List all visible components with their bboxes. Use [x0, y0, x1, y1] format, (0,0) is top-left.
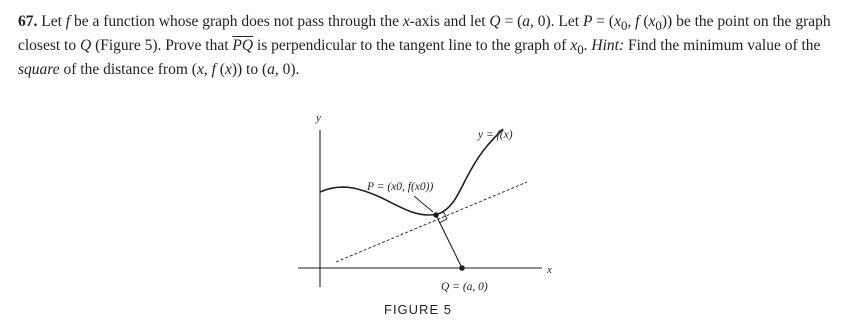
- text-part: Find the minimum value of the: [624, 37, 821, 55]
- math-f: f: [211, 61, 216, 79]
- point-P-label: P = (x0, f(x0)): [367, 181, 434, 193]
- math-x: x: [614, 13, 621, 30]
- math-x: x: [570, 37, 578, 55]
- text-part: (: [639, 13, 649, 30]
- text-part: = (: [592, 13, 615, 30]
- problem-number: 67.: [18, 13, 38, 30]
- text-part: (: [215, 61, 225, 79]
- text-part: .: [583, 37, 592, 55]
- text-part: , 0).: [274, 61, 300, 79]
- text-part: (Figure 5). Prove that: [91, 37, 233, 55]
- math-subscript: 0: [655, 18, 662, 34]
- text-part: ,: [627, 13, 636, 30]
- math-x: x: [224, 61, 232, 79]
- math-P: P: [582, 13, 593, 30]
- text-part: Let: [37, 13, 66, 30]
- math-subscript: 0: [620, 18, 628, 34]
- math-f: f: [635, 13, 640, 30]
- text-part: ,: [203, 61, 212, 79]
- math-x: x: [196, 61, 204, 79]
- curve-label: y = f(x): [478, 129, 513, 141]
- math-a: a: [267, 61, 275, 79]
- text-part: is perpendicular to the tangent line to the graph of: [253, 37, 571, 55]
- math-x: x: [402, 13, 410, 30]
- hint-label: Hint:: [591, 37, 625, 55]
- math-a: a: [522, 13, 530, 30]
- text-part: -axis and let: [409, 13, 490, 30]
- text-part: = (: [500, 13, 523, 30]
- text-part: )) be the point on the graph closest to: [18, 13, 831, 55]
- tangent-line: [336, 182, 527, 262]
- point-P: [433, 212, 439, 218]
- point-Q-label: Q = (a, 0): [441, 281, 488, 293]
- figure-caption: FIGURE 5: [384, 302, 452, 317]
- math-Q: Q: [489, 13, 501, 30]
- text-part: of the distance from (: [59, 61, 197, 79]
- point-P-leader: [414, 196, 433, 212]
- text-part: be a function whose graph does not pass through the: [70, 13, 403, 30]
- text-part: )) to (: [231, 61, 268, 79]
- curve-f: [320, 129, 503, 215]
- x-axis-label: x: [547, 264, 552, 276]
- math-Q: Q: [80, 37, 92, 55]
- emphasis-square: square: [18, 61, 60, 79]
- math-x: x: [648, 13, 656, 30]
- point-Q: [459, 265, 465, 271]
- math-PQ-segment: $\overline{PQ}$: [232, 37, 254, 55]
- math-subscript: 0: [577, 42, 584, 58]
- text-part: , 0). Let: [530, 13, 583, 30]
- math-f: f: [65, 13, 71, 30]
- y-axis-label: y: [316, 112, 321, 124]
